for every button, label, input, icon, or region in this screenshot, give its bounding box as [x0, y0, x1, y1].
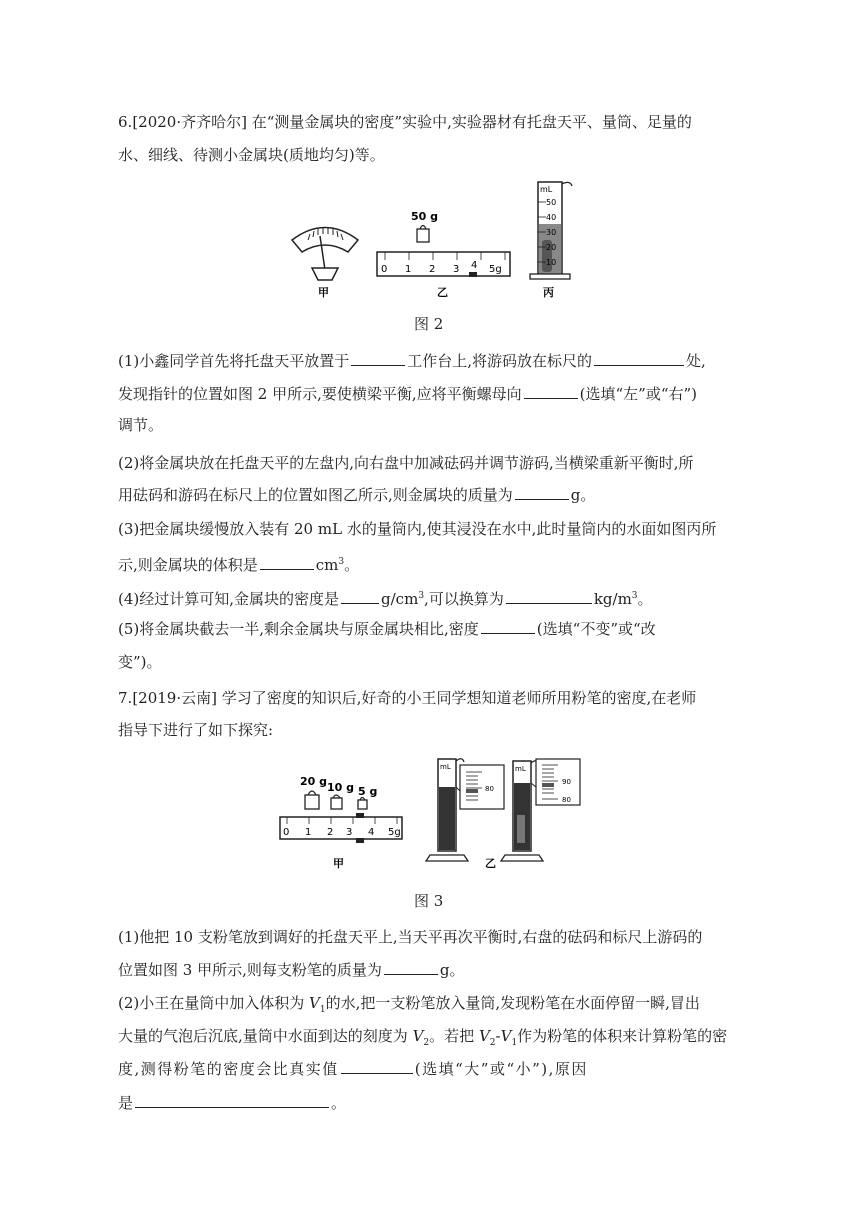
q6-p1-line1	[118, 349, 706, 373]
figure-2	[280, 180, 580, 300]
ruler3-tick-3: 3	[346, 827, 353, 838]
ruler-tick-5: 5g	[489, 264, 502, 275]
q6-p3-unit-sup: 3	[338, 557, 345, 567]
q7-expr-v2: V	[478, 1027, 490, 1045]
q6-p4-unit-1: g/cm	[381, 590, 419, 608]
q6-p1-text-d: 发现指针的位置如图 2 甲所示,要使横梁平衡,应将平衡螺母向	[118, 385, 522, 403]
zoom-box-1	[460, 765, 504, 809]
q6-stem-2: 水、细线、待测小金属块(质地均匀)等。	[118, 146, 385, 164]
ruler-tick-2: 2	[429, 264, 436, 275]
fig2-caption: 图 2	[414, 315, 444, 333]
q6-p1-blank-3[interactable]	[524, 382, 578, 399]
q6-p5-line2	[118, 650, 162, 674]
q6-p1-text-c: 处,	[686, 352, 706, 370]
ruler-tick-0: 0	[381, 264, 388, 275]
q7-p1-line2	[118, 958, 464, 982]
q7-p2-line3	[118, 1057, 588, 1081]
ruler-tick-1: 1	[405, 264, 412, 275]
q7-stem-line2	[118, 718, 273, 742]
q7-p2-text-g: (选填“大”或“小”),原因	[414, 1060, 588, 1078]
cyl3b-unit: mL	[515, 765, 526, 773]
fig2-label-yi: 乙	[437, 286, 448, 299]
ruler3-tick-2: 2	[327, 827, 334, 838]
q7-stem-2: 指导下进行了如下探究:	[118, 721, 274, 739]
q6-p1-text-b: 工作台上,将游码放在标尺的	[407, 352, 593, 370]
cyl3a-unit: mL	[440, 763, 451, 771]
q6-p5-text-c: 变”)。	[118, 653, 162, 671]
ruler3-tick-4: 4	[368, 827, 375, 838]
q7-stem-line1	[118, 686, 696, 710]
q7-p2-text-e: 作为粉笔的体积来计算粉笔的密	[517, 1027, 728, 1045]
figure-3	[270, 755, 600, 880]
ruler-3	[280, 813, 402, 843]
q6-p2-blank[interactable]	[515, 483, 569, 500]
zoom2-tick-80: 80	[562, 796, 571, 804]
q6-p3-unit: cm	[315, 556, 339, 574]
fig2-label-jia: 甲	[318, 286, 329, 299]
q6-p1-text-e: (选填“左”或“右”)	[579, 385, 698, 403]
q7-p1-text-c: g。	[439, 961, 465, 979]
q6-p2-text-c: g。	[570, 486, 596, 504]
q7-p2-line1	[118, 991, 700, 1022]
q6-p4-unit-2: kg/m	[593, 590, 632, 608]
q6-p4-text-e: 。	[637, 590, 653, 608]
q6-stem-line2	[118, 143, 385, 167]
weight-20g	[305, 791, 319, 809]
q6-p4-unit-2-sup: 3	[631, 591, 638, 601]
zoom1-tick-80: 80	[485, 785, 494, 793]
q6-p2-line2	[118, 483, 595, 507]
q6-p1-blank-2[interactable]	[594, 349, 684, 366]
q6-p5-text-b: (选填“不变”或“改	[536, 620, 656, 638]
fig3-caption: 图 3	[414, 892, 444, 910]
q6-p3-line2	[118, 550, 359, 577]
weight-10g	[331, 795, 342, 809]
q6-p3-line1	[118, 517, 716, 541]
weight-50g	[417, 226, 429, 243]
q7-expr-v1: V	[500, 1027, 512, 1045]
q6-p1-line3	[118, 413, 163, 437]
cyl2-tick-20: 20	[546, 243, 557, 252]
q6-p1-line2	[118, 382, 697, 406]
q7-p2-text-i: 。	[331, 1094, 347, 1112]
ruler-tick-3: 3	[453, 264, 460, 275]
q7-p1-text-a: (1)他把 10 支粉笔放到调好的托盘天平上,当天平再次平衡时,右盘的砝码和标尺上游码的	[118, 928, 703, 946]
q6-source: [2020·齐齐哈尔]	[132, 113, 247, 131]
q7-p2-text-h: 是	[118, 1094, 134, 1112]
weight-10g-label: 10 g	[327, 781, 355, 794]
q7-p2-line2: 大量的气泡后沉底,量筒中水面到达的刻度为 $V_2$。若把 $V_2-V_1$作为粉笔的体积来计算粉笔的密	[118, 1027, 728, 1048]
weight-50g-label: 50 g	[411, 210, 439, 223]
q7-var-v2-sub: 2	[423, 1038, 430, 1048]
q6-p2-text-a: (2)将金属块放在托盘天平的左盘内,向右盘中加减砝码并调节游码,当横梁重新平衡时,所	[118, 454, 694, 472]
q6-p3-text-b: 示,则金属块的体积是	[118, 556, 258, 574]
q7-p1-blank[interactable]	[384, 958, 438, 975]
cyl2-tick-50: 50	[546, 198, 557, 207]
q7-p2-text-c: 大量的气泡后沉底,量筒中水面到达的刻度为	[118, 1027, 408, 1045]
q7-p2-text-a: (2)小王在量筒中加入体积为	[118, 994, 305, 1012]
q6-stem-line1	[118, 110, 692, 134]
q7-expr-v2-sub: 2	[489, 1038, 496, 1048]
ruler-tick-4: 4	[471, 260, 478, 271]
q7-var-v1: V	[309, 994, 320, 1012]
q6-p3-text-a: (3)把金属块缓慢放入装有 20 mL 水的量筒内,使其浸没在水中,此时量筒内的水面如图丙所	[118, 520, 717, 538]
fig3-label-jia: 甲	[333, 857, 344, 870]
q7-number: 7.	[118, 689, 133, 707]
q7-var-v1-sub: 1	[319, 1005, 326, 1015]
q7-source: [2019·云南]	[132, 689, 217, 707]
q7-p1-text-b: 位置如图 3 甲所示,则每支粉笔的质量为	[118, 961, 382, 979]
q7-p2-text-d: 。若把	[429, 1027, 475, 1045]
q6-p5-blank[interactable]	[481, 617, 535, 634]
q6-p3-text-d: 。	[344, 556, 360, 574]
ruler3-tick-0: 0	[283, 827, 290, 838]
q7-p2-text-b: 的水,把一支粉笔放入量筒,发现粉笔在水面停留一瞬,冒出	[325, 994, 700, 1012]
q7-stem-1: 学习了密度的知识后,好奇的小王同学想知道老师所用粉笔的密度,在老师	[221, 689, 697, 707]
q6-p2-text-b: 用砝码和游码在标尺上的位置如图乙所示,则金属块的质量为	[118, 486, 513, 504]
q7-var-v2: V	[412, 1027, 424, 1045]
cyl2-tick-10: 10	[546, 258, 557, 267]
q6-p4-text-c: ,可以换算为	[424, 590, 504, 608]
q6-p2-line1	[118, 451, 694, 475]
q6-stem-1: 在“测量金属块的密度”实验中,实验器材有托盘天平、量筒、足量的	[251, 113, 692, 131]
q6-p5-text-a: (5)将金属块截去一半,剩余金属块与原金属块相比,密度	[118, 620, 479, 638]
q6-p3-blank[interactable]	[260, 553, 314, 570]
weight-5g-label: 5 g	[358, 785, 378, 798]
q6-p4-line	[118, 584, 653, 611]
weight-20g-label: 20 g	[300, 775, 328, 788]
ruler3-tick-5: 5g	[388, 827, 401, 838]
cyl2-unit: mL	[540, 185, 553, 194]
fig2-label-bing: 丙	[543, 286, 554, 299]
q7-p2-blank-2[interactable]	[135, 1091, 329, 1108]
q7-p2-blank-1[interactable]	[341, 1057, 413, 1074]
q6-p4-unit-1-sup: 3	[418, 591, 425, 601]
q6-p1-blank-1[interactable]	[351, 349, 405, 366]
q6-p4-text-a: (4)经过计算可知,金属块的密度是	[118, 590, 340, 608]
q6-p4-blank-2[interactable]	[506, 587, 592, 604]
q7-expr-v1-sub: 1	[511, 1038, 518, 1048]
balance-pointer-dial	[292, 228, 358, 281]
q7-p2-line4	[118, 1091, 346, 1115]
zoom-box-2	[536, 759, 580, 805]
q6-p4-blank-1[interactable]	[341, 587, 379, 604]
q6-p1-text-a: (1)小鑫同学首先将托盘天平放置于	[118, 352, 350, 370]
fig3-label-yi: 乙	[485, 857, 496, 870]
cyl2-tick-30: 30	[546, 228, 557, 237]
q6-p1-text-f: 调节。	[118, 416, 164, 434]
zoom2-tick-90: 90	[562, 778, 571, 786]
cyl2-tick-40: 40	[546, 213, 557, 222]
q7-p2-text-f: 度,测得粉笔的密度会比真实值	[118, 1060, 339, 1078]
ruler3-tick-1: 1	[305, 827, 312, 838]
q7-p1-line1	[118, 925, 702, 949]
weight-5g	[358, 798, 367, 810]
q6-number: 6.	[118, 113, 133, 131]
q6-p5-line1	[118, 617, 656, 641]
